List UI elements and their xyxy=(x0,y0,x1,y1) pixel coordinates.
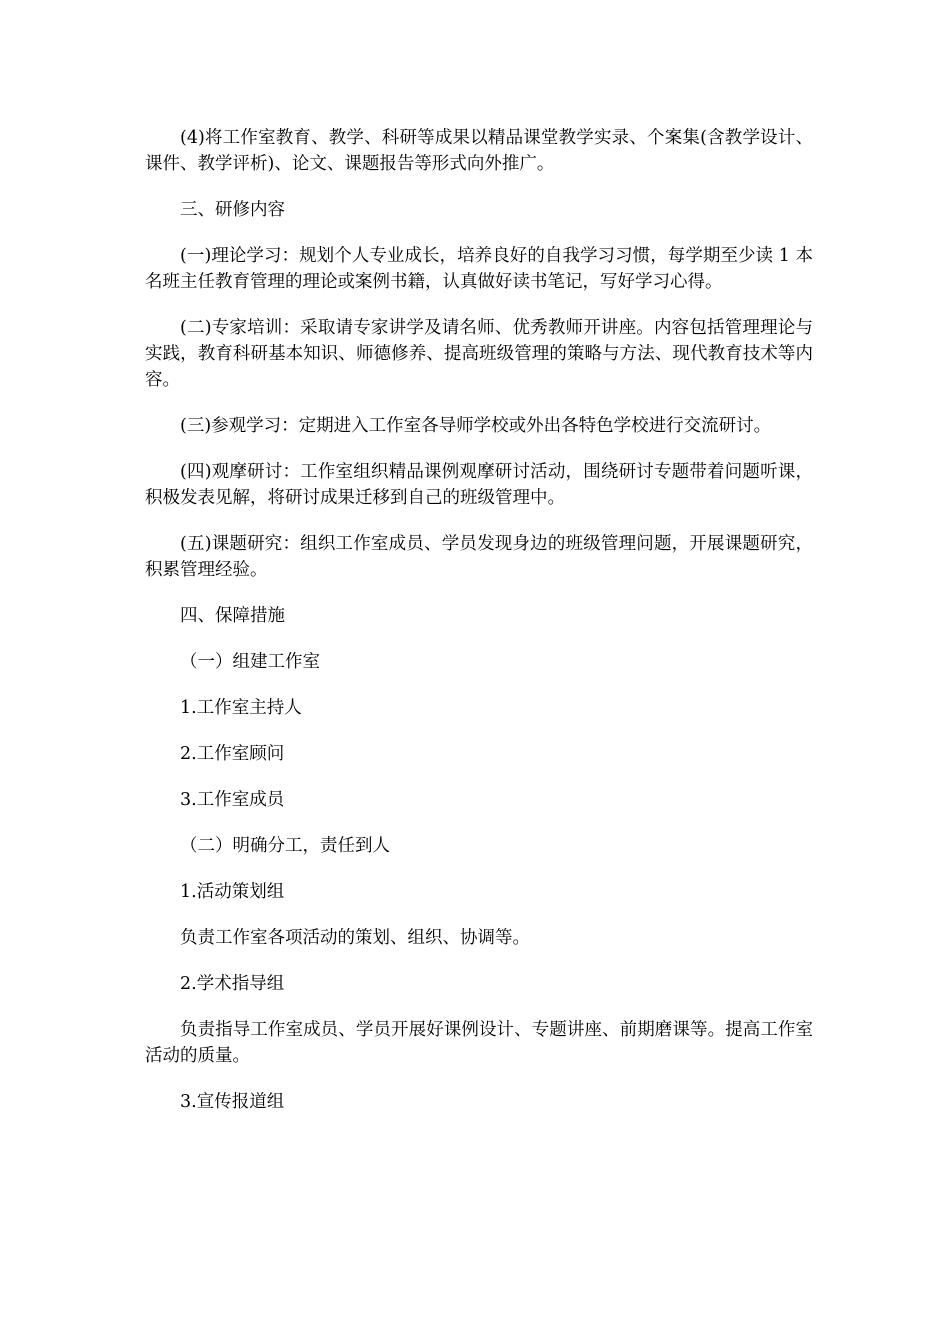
paragraph-planning-duty: 负责工作室各项活动的策划、组织、协调等。 xyxy=(180,928,530,948)
list-item-publicity-group: 3.宣传报道组 xyxy=(180,1092,285,1112)
paragraph-expert-training: (二)专家培训：采取请专家讲学及请名师、优秀教师开讲座。内容包括管理理论与实践，教育科研基本知识、师德修养、提高班级管理的策略与方法、现代教育技术等内容。 xyxy=(145,318,813,390)
paragraph-promotion: (4)将工作室教育、教学、科研等成果以精品课堂教学实录、个案集(含教学设计、课件、教学评析)、论文、课题报告等形式向外推广。 xyxy=(145,128,813,174)
heading-safeguards: 四、保障措施 xyxy=(180,606,285,626)
paragraph-theory-study: (一)理论学习：规划个人专业成长，培养良好的自我学习习惯，每学期至少读 1 本名班主任教育管理的理论或案例书籍，认真做好读书笔记，写好学习心得。 xyxy=(145,246,813,292)
list-item-planning-group: 1.活动策划组 xyxy=(180,882,285,902)
list-item-academic-group: 2.学术指导组 xyxy=(180,974,285,994)
list-item-advisor: 2.工作室顾问 xyxy=(180,744,285,764)
subheading-build-studio: （一）组建工作室 xyxy=(180,652,320,672)
document-body xyxy=(145,125,813,1135)
list-item-members: 3.工作室成员 xyxy=(180,790,285,810)
paragraph-observation-discussion: (四)观摩研讨：工作室组织精品课例观摩研讨活动，围绕研讨专题带着问题听课，积极发表见解，将研讨成果迁移到自己的班级管理中。 xyxy=(145,462,813,508)
subheading-division-of-labor: （二）明确分工，责任到人 xyxy=(180,836,390,856)
heading-study-content: 三、研修内容 xyxy=(180,200,285,220)
paragraph-visit-study: (三)参观学习：定期进入工作室各导师学校或外出各特色学校进行交流研讨。 xyxy=(180,416,772,436)
paragraph-academic-duty: 负责指导工作室成员、学员开展好课例设计、专题讲座、前期磨课等。提高工作室活动的质量。 xyxy=(145,1020,813,1066)
list-item-host: 1.工作室主持人 xyxy=(180,698,302,718)
paragraph-project-research: (五)课题研究：组织工作室成员、学员发现身边的班级管理问题，开展课题研究，积累管理经验。 xyxy=(145,534,813,580)
